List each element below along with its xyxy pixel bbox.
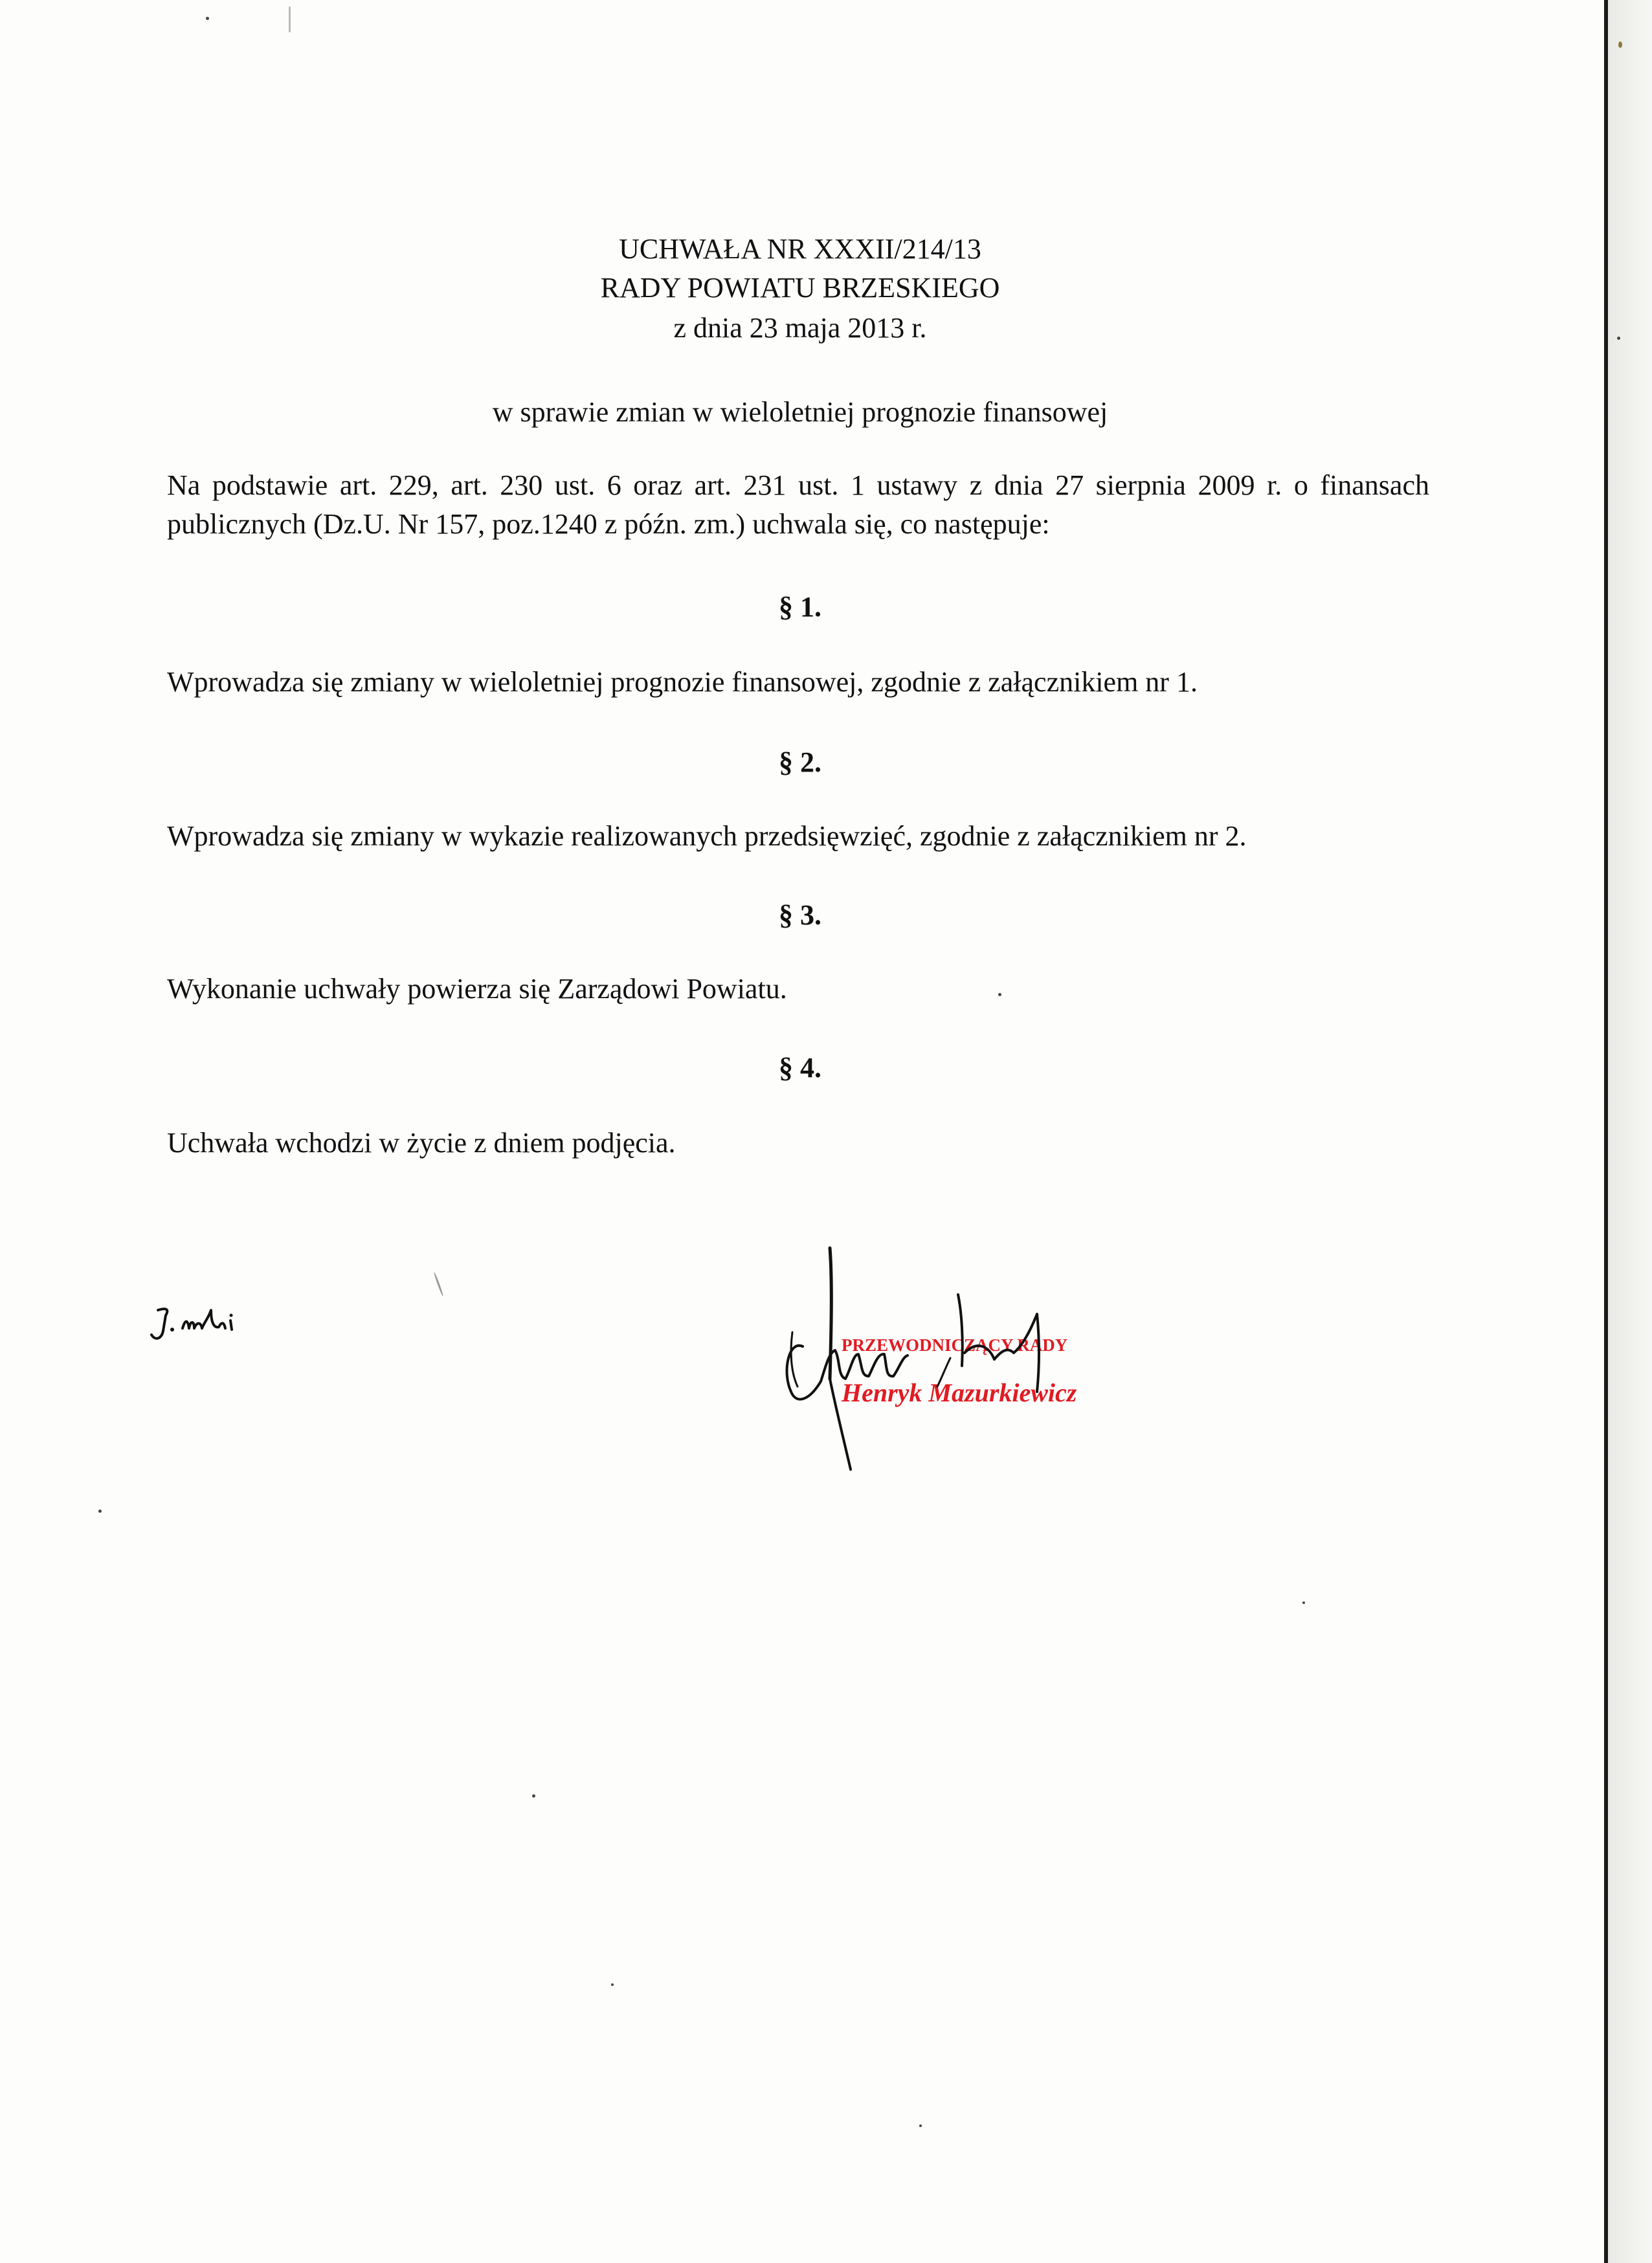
section-heading: § 1.: [779, 591, 821, 623]
resolution-subject: w sprawie zmian w wieloletniej prognozie finansowej: [492, 396, 1108, 428]
scan-speck: [433, 1272, 443, 1297]
section-text: Wykonanie uchwały powierza się Zarządowi Powiatu.: [167, 973, 787, 1005]
scan-speck: [1618, 41, 1622, 48]
scan-speck: [206, 17, 209, 20]
section-heading: § 2.: [779, 746, 821, 778]
resolution-title: UCHWAŁA NR XXXII/214/13: [619, 233, 981, 265]
section-text: Wprowadza się zmiany w wykazie realizowanych przedsięwzięć, zgodnie z załącznikiem nr 2.: [167, 820, 1247, 852]
scan-speck: [1617, 337, 1620, 340]
handwritten-initials: [146, 1302, 250, 1348]
legal-basis-paragraph: Na podstawie art. 229, art. 230 ust. 6 oraz art. 231 ust. 1 ustawy z dnia 27 sierpnia 2009 r. o finansach publicznych (Dz.U. Nr 157, poz.1240 z późn. zm.) uchwala się, co następuje:: [167, 469, 1429, 540]
stamp-role: PRZEWODNICZĄCY RADY: [842, 1335, 1068, 1355]
section-heading: § 3.: [779, 899, 821, 931]
section-heading: § 4.: [779, 1052, 821, 1084]
section-text: Wprowadza się zmiany w wieloletniej prognozie finansowej, zgodnie z załącznikiem nr 1.: [167, 666, 1198, 698]
scan-edge-line: [1604, 0, 1608, 2263]
scan-speck: [98, 1510, 102, 1513]
scan-speck: [532, 1794, 535, 1798]
scan-edge-shade: [1608, 0, 1652, 2263]
handwritten-signature: [783, 1243, 1146, 1476]
scan-speck: [289, 6, 291, 32]
section-text: Uchwała wchodzi w życie z dniem podjęcia.: [167, 1127, 676, 1159]
scan-speck: [919, 2124, 922, 2127]
council-name: RADY POWIATU BRZESKIEGO: [600, 272, 1000, 304]
stamp-name: Henryk Mazurkiewicz: [842, 1378, 1077, 1407]
scan-speck: [611, 1983, 614, 1986]
resolution-date: z dnia 23 maja 2013 r.: [673, 312, 927, 344]
scan-speck: [1302, 1601, 1305, 1604]
